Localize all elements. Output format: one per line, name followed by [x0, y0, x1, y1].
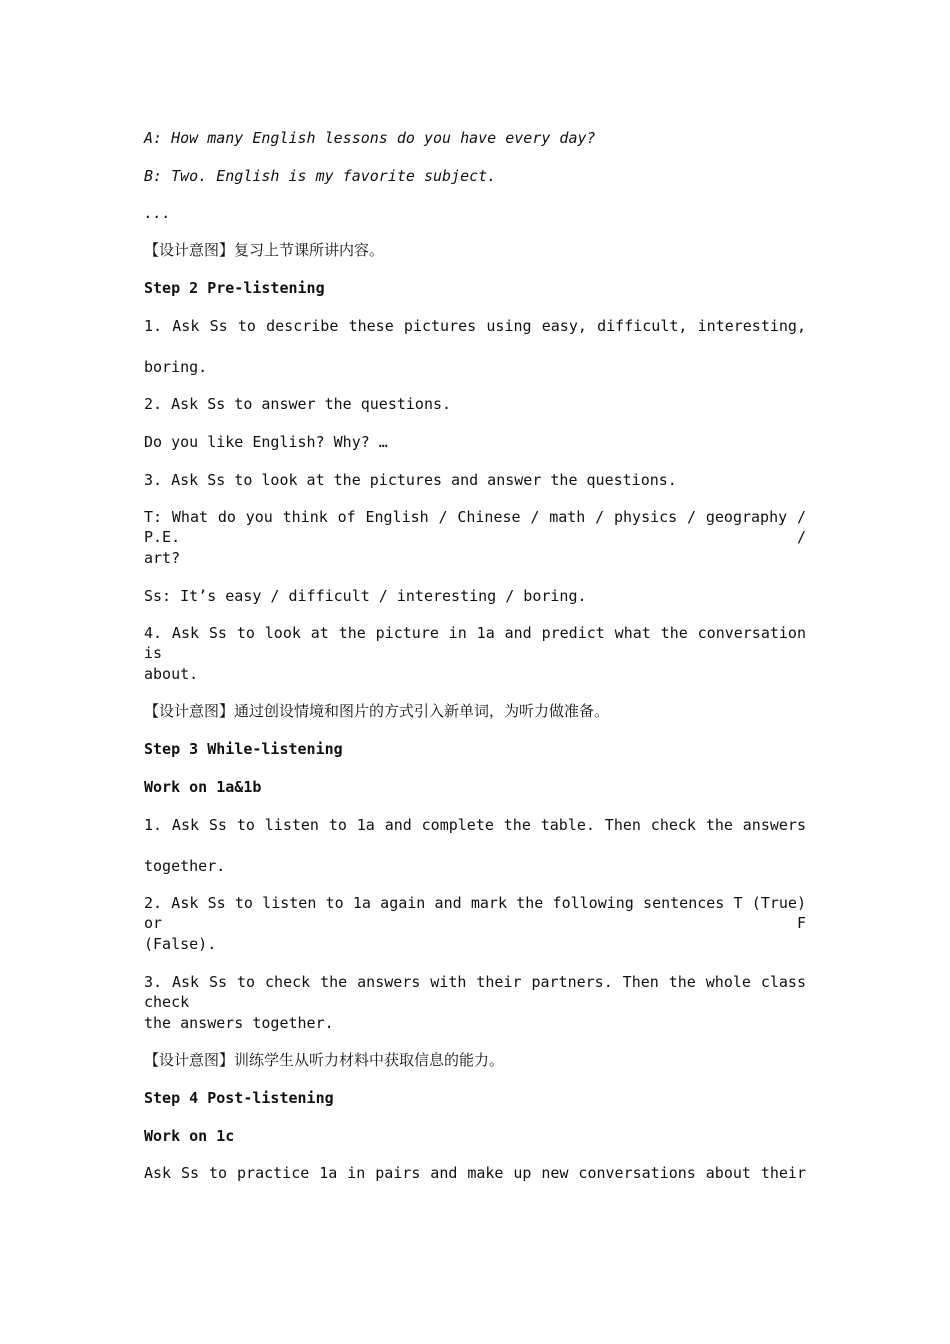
ellipsis-line: ... [144, 204, 172, 222]
step-4-item: Ask Ss to practice 1a in pairs and make up new conversations about their [144, 1164, 806, 1182]
design-intent-1: 【设计意图】复习上节课所讲内容。 [144, 241, 385, 259]
teacher-question-cont: art? [144, 549, 181, 567]
step-3-heading: Step 3 While-listening [144, 740, 343, 758]
step-2-item-1: 1. Ask Ss to describe these pictures using easy, difficult, interesting, [144, 317, 806, 335]
design-intent-2: 【设计意图】通过创设情境和图片的方式引入新单词，为听力做准备。 [144, 702, 610, 720]
teacher-question: T: What do you think of English / Chinese / math / physics / geography / P.E. / [144, 508, 806, 546]
step-3-item-1-cont: together. [144, 857, 226, 875]
step-3-item-2-cont: (False). [144, 935, 217, 953]
step-3-item-1: 1. Ask Ss to listen to 1a and complete the table. Then check the answers [144, 816, 806, 834]
dialogue-line-a: A: How many English lessons do you have every day? [144, 129, 596, 147]
work-on-1a-1b: Work on 1a&1b [144, 778, 262, 796]
step-2-item-1-cont: boring. [144, 358, 208, 376]
work-on-1c: Work on 1c [144, 1127, 235, 1145]
step-3-item-2: 2. Ask Ss to listen to 1a again and mark the following sentences T (True) or F [144, 894, 806, 932]
step-4-heading: Step 4 Post-listening [144, 1089, 334, 1107]
step-2-item-2: 2. Ask Ss to answer the questions. [144, 395, 452, 413]
students-answer: Ss: It’s easy / difficult / interesting / boring. [144, 587, 587, 605]
design-intent-3: 【设计意图】训练学生从听力材料中获取信息的能力。 [144, 1051, 505, 1069]
step-2-item-4-cont: about. [144, 665, 199, 683]
step-2-item-4: 4. Ask Ss to look at the picture in 1a and predict what the conversation is [144, 624, 806, 662]
step-3-item-3-cont: the answers together. [144, 1014, 334, 1032]
step-2-heading: Step 2 Pre-listening [144, 279, 325, 297]
step-3-item-3: 3. Ask Ss to check the answers with their partners. Then the whole class check [144, 973, 806, 1011]
step-2-item-3: 3. Ask Ss to look at the pictures and answer the questions. [144, 471, 677, 489]
question-line: Do you like English? Why? … [144, 433, 388, 451]
dialogue-line-b: B: Two. English is my favorite subject. [144, 167, 497, 185]
